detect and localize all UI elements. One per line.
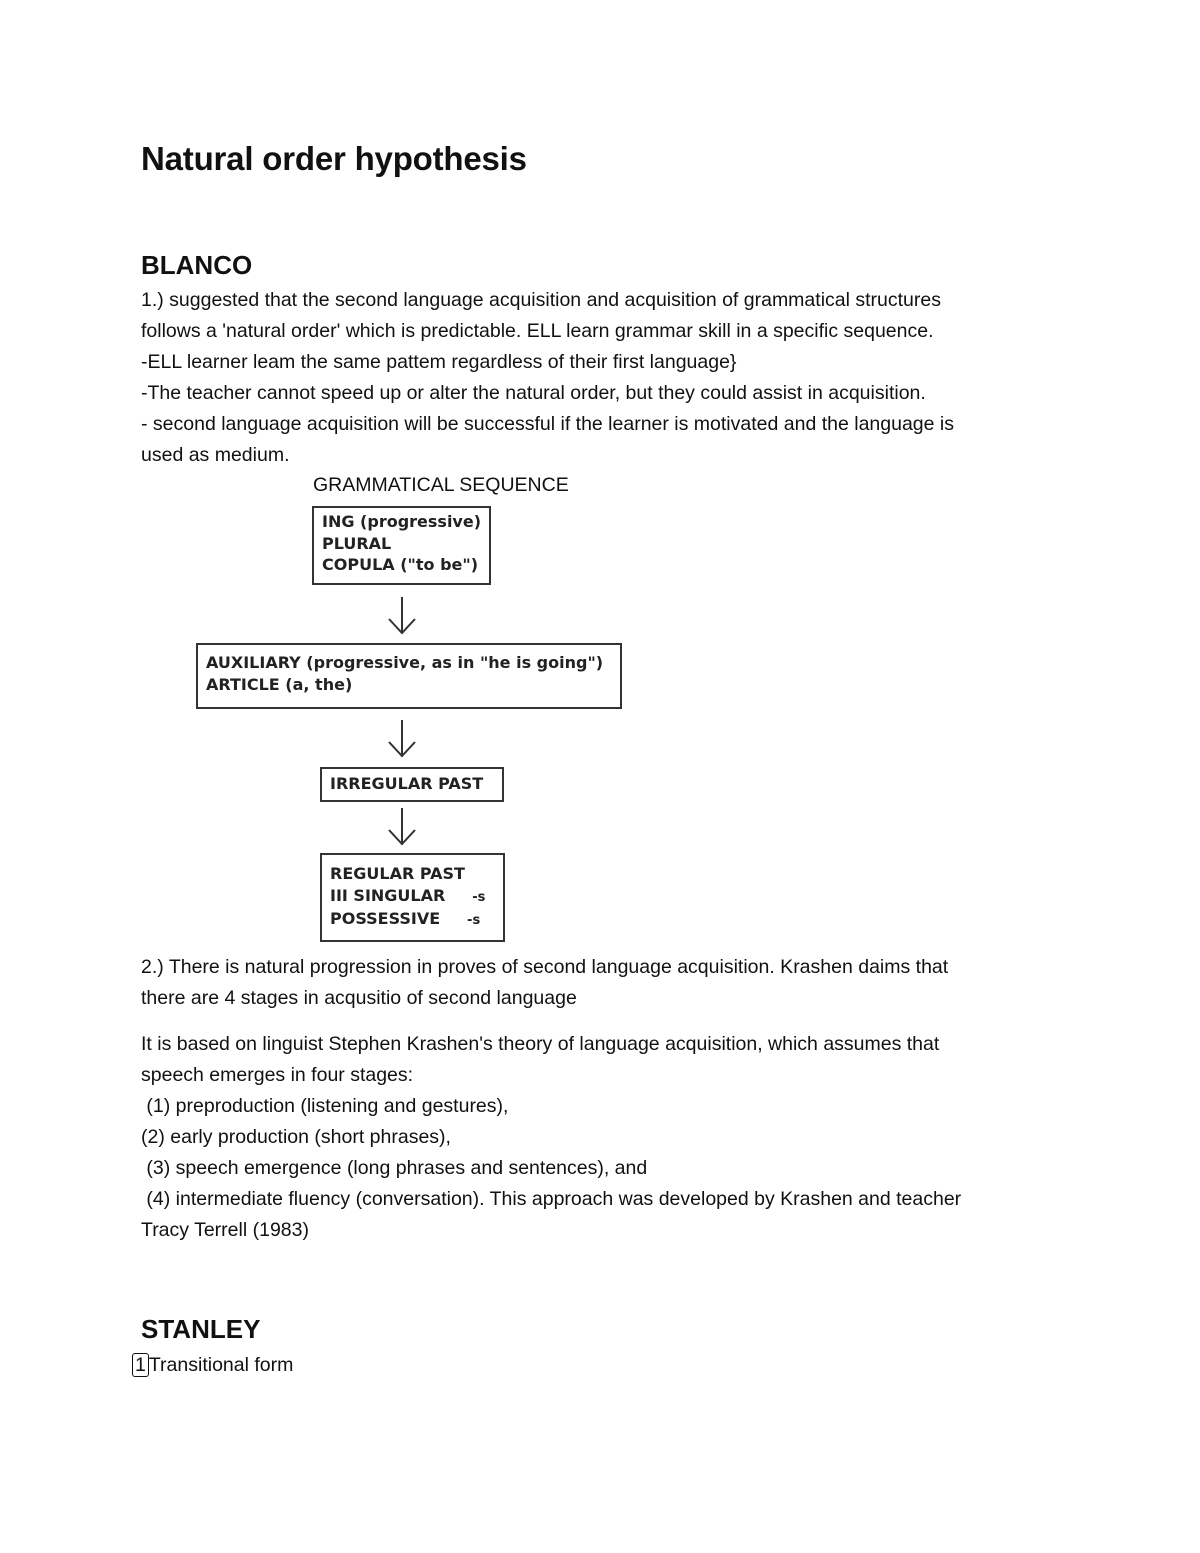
text-line: 1.) suggested that the second language acquisition and acquisition of grammatical structures bbox=[141, 289, 941, 311]
suffix-label: -s bbox=[467, 913, 481, 928]
text-line: follows a 'natural order' which is predictable. ELL learn grammar skill in a specific sequence. bbox=[141, 320, 934, 342]
paragraph-progression bbox=[141, 952, 1061, 1014]
page-title: Natural order hypothesis bbox=[141, 140, 527, 177]
list-number-box: 1 bbox=[132, 1353, 149, 1377]
sequence-box-1 bbox=[312, 506, 491, 585]
list-item bbox=[132, 1351, 293, 1379]
down-arrow-icon bbox=[386, 595, 418, 637]
box-line: COPULA ("to be") bbox=[322, 555, 479, 574]
text-line: (3) speech emergence (long phrases and sentences), and bbox=[141, 1157, 648, 1179]
text-line: speech emerges in four stages: bbox=[141, 1064, 414, 1086]
down-arrow-icon bbox=[386, 806, 418, 848]
box-line: AUXILIARY (progressive, as in "he is going") bbox=[206, 653, 604, 672]
text-line: used as medium. bbox=[141, 444, 290, 466]
box-line: POSSESSIVE -s bbox=[330, 908, 495, 932]
down-arrow-icon bbox=[386, 718, 418, 760]
diagram-title: GRAMMATICAL SEQUENCE bbox=[313, 474, 569, 496]
text-line: there are 4 stages in acqusitio of second language bbox=[141, 987, 577, 1009]
box-line: ARTICLE (a, the) bbox=[206, 674, 353, 694]
text-line: Tracy Terrell (1983) bbox=[141, 1219, 309, 1241]
box-line: ING (progressive) bbox=[322, 512, 482, 531]
text-line: (4) intermediate fluency (conversation). This approach was developed by Krashen and teacher bbox=[141, 1188, 962, 1210]
text-line: (2) early production (short phrases), bbox=[141, 1126, 451, 1148]
box-line: IRREGULAR PAST bbox=[330, 774, 484, 793]
paragraph-natural-order bbox=[141, 285, 1061, 471]
suffix-label: -s bbox=[472, 889, 486, 905]
box-line: PLURAL bbox=[322, 533, 392, 553]
sequence-box-3 bbox=[320, 767, 504, 802]
text-line: -The teacher cannot speed up or alter the natural order, but they could assist in acquisition. bbox=[141, 382, 926, 404]
sequence-box-2 bbox=[196, 643, 622, 709]
text-line: - second language acquisition will be successful if the learner is motivated and the language is bbox=[141, 413, 954, 435]
box-line: REGULAR PAST bbox=[330, 864, 465, 883]
list-item-text: Transitional form bbox=[148, 1354, 294, 1376]
text-line: 2.) There is natural progression in proves of second language acquisition. Krashen daims that bbox=[141, 956, 949, 978]
box-line: III SINGULAR -s bbox=[330, 885, 495, 909]
section-heading-blanco: BLANCO bbox=[141, 250, 253, 280]
text-line: It is based on linguist Stephen Krashen's theory of language acquisition, which assumes that bbox=[141, 1033, 940, 1055]
sequence-box-4 bbox=[320, 853, 505, 942]
paragraph-krashen-stages bbox=[141, 1029, 1061, 1246]
section-heading-stanley: STANLEY bbox=[141, 1314, 261, 1344]
text-line: (1) preproduction (listening and gestures), bbox=[141, 1095, 509, 1117]
text-line: -ELL learner leam the same pattem regardless of their first language} bbox=[141, 351, 737, 373]
